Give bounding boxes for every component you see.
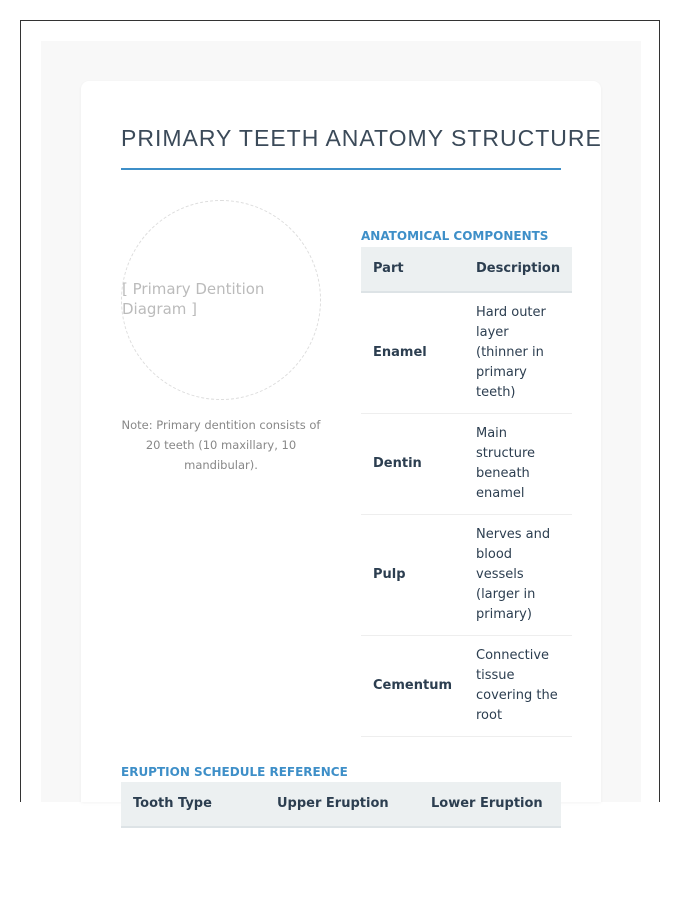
part-cell: Cementum [361,636,464,737]
table-row [361,515,572,636]
column-header-description: Description [464,247,572,292]
column-header-lower-eruption: Lower Eruption [419,782,561,827]
eruption-table [121,782,561,828]
column-header-part: Part [361,247,464,292]
column-header-upper-eruption: Upper Eruption [265,782,419,827]
description-cell: Hard outer layer (thinner in primary teeth) [464,292,572,414]
description-cell: Nerves and blood vessels (larger in primary) [464,515,572,636]
table-header-row [361,247,572,292]
table-row [361,636,572,737]
table-header-row [121,782,561,827]
diagram-placeholder [121,200,321,400]
eruption-heading: ERUPTION SCHEDULE REFERENCE [121,765,348,779]
page-frame [20,20,660,811]
table-row [361,414,572,515]
column-header-tooth-type: Tooth Type [121,782,265,827]
title-divider [121,168,561,170]
description-cell: Connective tissue covering the root [464,636,572,737]
part-cell: Enamel [361,292,464,414]
table-row [361,292,572,414]
content-card [81,81,602,811]
diagram-placeholder-text: [ Primary Dentition Diagram ] [122,280,265,318]
components-heading: ANATOMICAL COMPONENTS [361,229,549,243]
page-background [41,41,641,811]
part-cell: Dentin [361,414,464,515]
part-cell: Pulp [361,515,464,636]
diagram-note: Note: Primary dentition consists of 20 teeth (10 maxillary, 10 mandibular). [121,418,321,472]
page-title: PRIMARY TEETH ANATOMY STRUCTURE [121,125,602,151]
components-table [361,247,572,737]
description-cell: Main structure beneath enamel [464,414,572,515]
